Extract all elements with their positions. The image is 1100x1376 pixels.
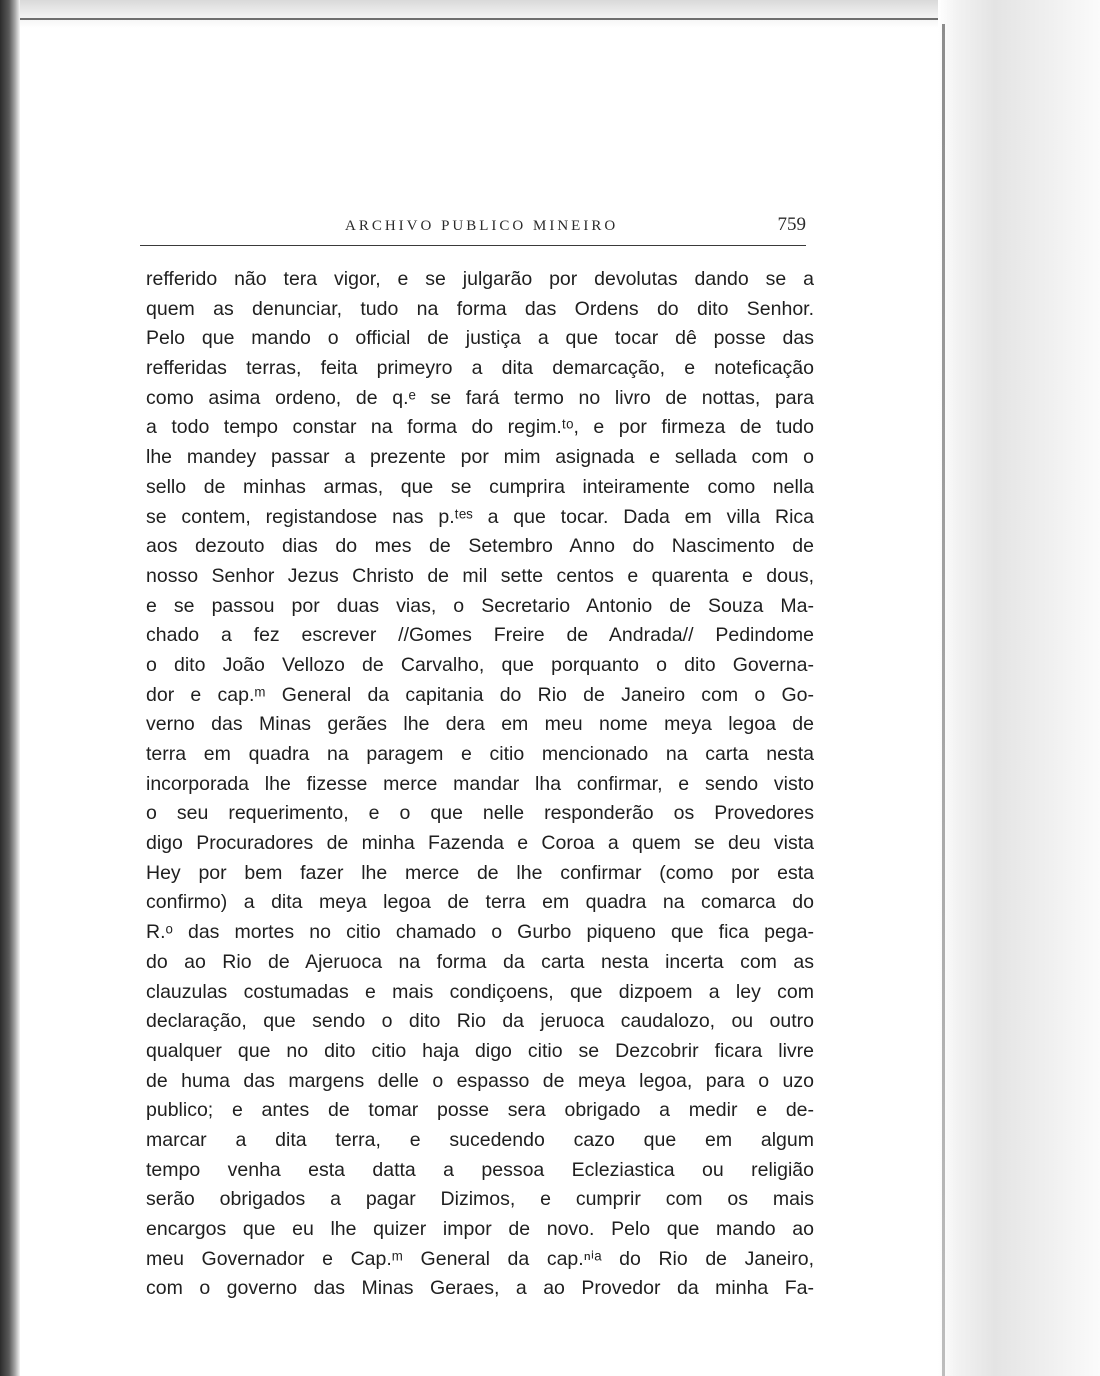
body-text (146, 265, 814, 1304)
text-line: quem as denunciar, tudo na forma das Ordens do dito Senhor. (146, 297, 814, 320)
text-line: confirmo) a dita meya legoa de terra em quadra na comarca do (146, 891, 814, 914)
text-line: refferidas terras, feita primeyro a dita demarcação, e noteficação (146, 357, 814, 380)
scan-top-edge (0, 18, 940, 20)
page-edge-shadow (938, 0, 1100, 1376)
text-line: publico; e antes de tomar posse sera obrigado a medir e de- (146, 1099, 814, 1122)
text-line: sello de minhas armas, que se cumprira inteiramente como nella (146, 475, 814, 498)
text-line: a todo tempo constar na forma do regim.ᵗᵒ, e por firmeza de tudo (146, 416, 814, 439)
text-line: o seu requerimento, e o que nelle responderão os Provedores (146, 802, 814, 825)
text-line: R.ᵒ das mortes no citio chamado o Gurbo piqueno que fica pega- (146, 921, 814, 944)
text-line: do ao Rio de Ajeruoca na forma da carta nesta incerta com as (146, 950, 814, 973)
text-line: como asima ordeno, de q.ᵉ se fará termo no livro de nottas, para (146, 386, 814, 409)
text-line: clauzulas costumadas e mais condiçoens, que dizpoem a ley com (146, 980, 814, 1003)
text-line: digo Procuradores de minha Fazenda e Coroa a quem se deu vista (146, 832, 814, 855)
text-line: dor e cap.ᵐ General da capitania do Rio de Janeiro com o Go- (146, 683, 814, 706)
page-edge-line (942, 24, 945, 1376)
text-line: qualquer que no dito citio haja digo citio se Dezcobrir ficara livre (146, 1039, 814, 1062)
text-line: refferido não tera vigor, e se julgarão por devolutas dando se a (146, 268, 814, 290)
running-head (140, 210, 806, 250)
text-line: terra em quadra na paragem e citio mencionado na carta nesta (146, 743, 814, 765)
text-line: Hey por bem fazer lhe merce de lhe confirmar (como por esta (146, 861, 814, 884)
text-line: de huma das margens delle o espasso de meya legoa, para o uzo (146, 1069, 814, 1092)
text-line: e se passou por duas vias, o Secretario Antonio de Souza Ma- (146, 594, 814, 617)
text-line: o dito João Vellozo de Carvalho, que porquanto o dito Governa- (146, 653, 814, 676)
text-line: chado a fez escrever //Gomes Freire de Andrada// Pedindome (146, 624, 814, 647)
text-line: aos dezouto dias do mes de Setembro Anno do Nascimento de (146, 535, 814, 558)
text-line: verno das Minas gerães lhe dera em meu nome meya legoa de (146, 713, 814, 736)
text-line: Pelo que mando o official de justiça a que tocar dê posse das (146, 327, 814, 350)
text-line: encargos que eu lhe quizer impor de novo. Pelo que mando ao (146, 1218, 814, 1240)
text-line: serão obrigados a pagar Dizimos, e cumprir com os mais (146, 1188, 814, 1211)
text-line: tempo venha esta datta a pessoa Ecleziastica ou religião (146, 1158, 814, 1181)
text-line: incorporada lhe fizesse merce mandar lha confirmar, e sendo visto (146, 772, 814, 795)
text-line: meu Governador e Cap.ᵐ General da cap.ⁿⁱᵃ do Rio de Janeiro, (146, 1247, 814, 1270)
text-line: marcar a dita terra, e sucedendo cazo que em algum (146, 1128, 814, 1151)
text-line: declaração, que sendo o dito Rio da jeruoca caudalozo, ou outro (146, 1010, 814, 1033)
text-line: lhe mandey passar a prezente por mim asignada e sellada com o (146, 446, 814, 469)
text-line: nosso Senhor Jezus Christo de mil sette centos e quarenta e dous, (146, 564, 814, 587)
book-binding-shadow (0, 0, 20, 1376)
running-title: ARCHIVO PUBLICO MINEIRO (345, 218, 619, 234)
page-number: 759 (777, 214, 806, 235)
text-line: com o governo das Minas Geraes, a ao Provedor da minha Fa- (146, 1277, 814, 1300)
scan-top-shadow (0, 0, 1100, 28)
text-line: se contem, registandose nas p.ᵗᵉˢ a que tocar. Dada em villa Rica (146, 505, 814, 528)
header-rule (140, 245, 806, 246)
